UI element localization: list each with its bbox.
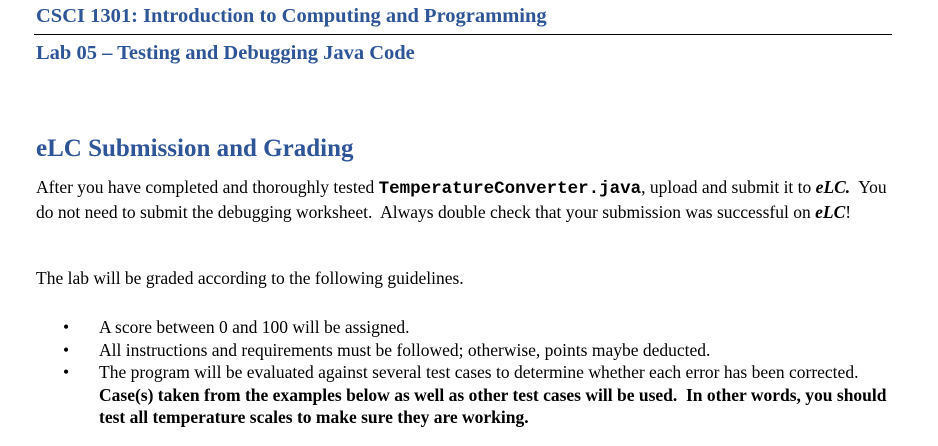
- elc-emphasis: eLC: [815, 201, 846, 222]
- list-item: [36, 361, 896, 429]
- submission-paragraph: [36, 176, 896, 223]
- guidelines-list: [36, 316, 896, 429]
- list-item-text: A score between 0 and 100 will be assigned.: [99, 317, 410, 337]
- list-item-text: All instructions and requirements must be followed; otherwise, points maybe deducted.: [99, 339, 711, 360]
- paragraph-text: , upload and submit it to: [641, 177, 816, 197]
- paragraph-text: !: [845, 201, 852, 222]
- bullet-icon: •: [63, 339, 70, 360]
- list-item: [36, 316, 896, 339]
- bullet-icon: •: [63, 362, 70, 382]
- bullet-icon: •: [63, 317, 70, 337]
- list-item: [36, 339, 896, 362]
- section-heading: eLC Submission and Grading: [36, 135, 354, 162]
- paragraph-text: You do not need to submit the debugging worksheet. Always double check that your submission was successful on: [36, 177, 892, 222]
- elc-emphasis: eLC.: [815, 177, 851, 197]
- header-divider: [34, 34, 892, 35]
- filename: TemperatureConverter.java: [378, 179, 642, 199]
- course-title: CSCI 1301: Introduction to Computing and Programming: [36, 5, 547, 27]
- list-item-bold-text: Case(s) taken from the examples below as well as other test cases will be used. In other words, you should test all temperature scales to make sure they are working.: [99, 384, 891, 427]
- lab-title: Lab 05 – Testing and Debugging Java Code: [36, 42, 415, 64]
- grading-intro-paragraph: The lab will be graded according to the following guidelines.: [36, 268, 464, 288]
- paragraph-text: After you have completed and thoroughly tested: [36, 177, 379, 197]
- list-item-text: The program will be evaluated against several test cases to determine whether each error has been corrected.: [99, 362, 859, 382]
